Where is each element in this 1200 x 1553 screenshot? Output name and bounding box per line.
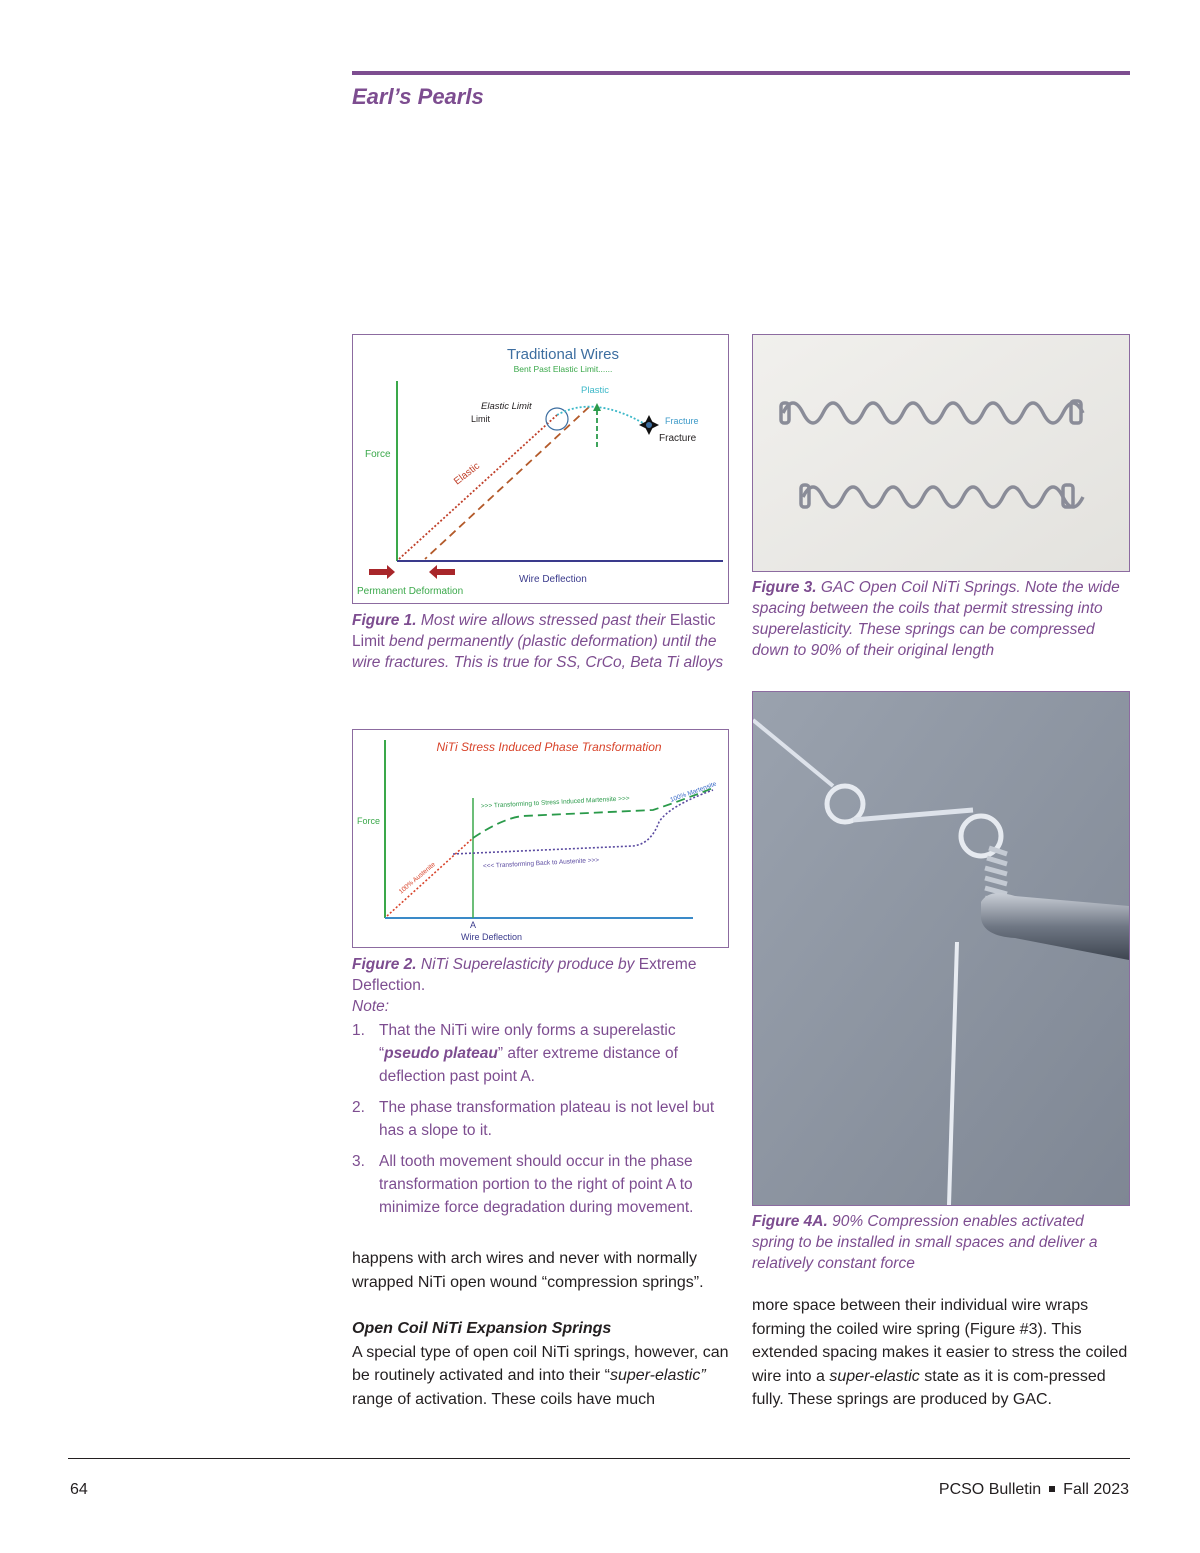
- fig1-unload-line: [425, 407, 589, 559]
- issue-label: Fall 2023: [1063, 1481, 1129, 1498]
- fig2-title: NiTi Stress Induced Phase Transformation: [436, 740, 662, 754]
- publication-name: PCSO Bulletin: [938, 1481, 1042, 1498]
- fig1-fracture-icon: [639, 415, 659, 435]
- fig2-austenite-label: 100% Austenite: [397, 861, 437, 896]
- note-item: 1. That the NiTi wire only forms a superelastic “pseudo plateau” after extreme distance of deflection past point A.: [352, 1022, 678, 1085]
- figure-3-svg: [753, 335, 1129, 571]
- figure-2-svg: [353, 730, 727, 946]
- fig2-transforming-label: >>> Transforming to Stress Induced Martensite >>>: [480, 795, 630, 810]
- figure-1-caption-label: Figure 1.: [352, 612, 417, 629]
- fig1-fracture-label: Fracture: [659, 433, 697, 444]
- figure-1-chart: [352, 334, 729, 604]
- fig2-wire-deflection-label: Wire Deflection: [461, 932, 523, 942]
- figure-3-caption-label: Figure 3.: [752, 579, 817, 596]
- figure-3-caption: [752, 577, 1130, 661]
- figure-1-caption-part2: Elastic Limit: [352, 612, 716, 650]
- fig1-elastic-label: Elastic: [452, 460, 483, 488]
- figure-2-note-list: [352, 1019, 732, 1219]
- body-heading: Open Coil NiTi Expansion Springs: [352, 1320, 612, 1337]
- fig1-plastic-label: Plastic: [581, 385, 609, 396]
- fig1-permanent-deformation-label: Permanent Deformation: [357, 586, 464, 597]
- fig1-elastic-line: [399, 415, 557, 559]
- figure-4a-caption-text: 90% Compression enables activated spring to be installed in small spaces and deliver a relatively constant force: [752, 1213, 1098, 1272]
- fig2-force-label: Force: [357, 816, 381, 826]
- fig1-red-arrow-right: [369, 565, 395, 579]
- fig1-subtitle: Bent Past Elastic Limit......: [513, 364, 613, 374]
- body-right-column: [752, 1294, 1128, 1412]
- figure-1-svg: [353, 335, 727, 602]
- figure-2-caption-line: [352, 954, 732, 996]
- fig2-back-label: <<< Transforming Back to Austenite >>>: [482, 856, 600, 870]
- figure-2-caption-label: Figure 2.: [352, 956, 417, 973]
- header-rule: [352, 71, 1130, 75]
- figure-2-caption-part1: NiTi Superelasticity produce by: [416, 956, 639, 973]
- body-left-column: [352, 1247, 730, 1411]
- figure-2-caption: [352, 954, 732, 1227]
- figure-2-note-label: Note:: [352, 998, 390, 1015]
- fig2-point-a-label: A: [470, 920, 477, 930]
- figure-3-photo: [752, 334, 1130, 572]
- fig1-limit-label: Limit: [471, 414, 491, 424]
- figure-1-caption-part3: bend permanently (plastic deformation) until the wire fractures. This is true for SS, CrCo, Beta Ti alloys: [352, 633, 724, 671]
- separator-square-icon: [1049, 1486, 1055, 1492]
- figure-4a-svg: [753, 692, 1129, 1205]
- fig2-martensite-label: 100% Martensite: [669, 780, 718, 804]
- figure-1-caption: [352, 610, 727, 673]
- figure-4a-photo: [752, 691, 1130, 1206]
- fig1-red-arrow-left: [429, 565, 455, 579]
- body-paragraph-3: more space between their individual wire wraps forming the coiled wire spring (Figure #3). This extended spacing makes it easier to stress the coiled wire into a super-elastic state as it is com-pressed fully. These springs are produced by GAC.: [752, 1297, 1128, 1408]
- fig1-title: Traditional Wires: [507, 346, 619, 363]
- figure-2-chart: [352, 729, 729, 948]
- figure-1-caption-part1: Most wire allows stressed past their: [416, 612, 670, 629]
- figure-4a-caption-label: Figure 4A.: [752, 1213, 828, 1230]
- fig2-austenite-line: [387, 838, 473, 916]
- footer-rule: [68, 1458, 1130, 1459]
- note-item: 3. All tooth movement should occur in the phase transformation portion to the right of point A to minimize force degradation during movement.: [352, 1153, 694, 1216]
- footer-publication: [939, 1481, 1129, 1499]
- figure-4a-caption: [752, 1211, 1130, 1274]
- figure-2-caption-part2: Extreme Deflection.: [352, 956, 697, 994]
- note-item: 2. The phase transformation plateau is not level but has a slope to it.: [352, 1099, 715, 1139]
- figure-3-caption-text: GAC Open Coil NiTi Springs. Note the wide spacing between the coils that permit stressing into superelasticity. These springs can be compressed down to 90% of their original length: [752, 579, 1120, 659]
- body-paragraph-2: A special type of open coil NiTi springs, however, can be routinely activated and into their “super-elastic” range of activation. These coils have much: [352, 1343, 729, 1408]
- fig1-wire-deflection-label: Wire Deflection: [519, 574, 587, 585]
- body-paragraph-1: happens with arch wires and never with normally wrapped NiTi open wound “compression springs”.: [352, 1250, 704, 1291]
- fig1-force-label: Force: [365, 449, 391, 460]
- page-number: 64: [70, 1481, 88, 1498]
- section-title: Earl’s Pearls: [352, 84, 484, 109]
- fig1-elastic-limit-label: Elastic Limit: [481, 401, 532, 412]
- fig1-fracture-blue-label: Fracture: [665, 416, 699, 426]
